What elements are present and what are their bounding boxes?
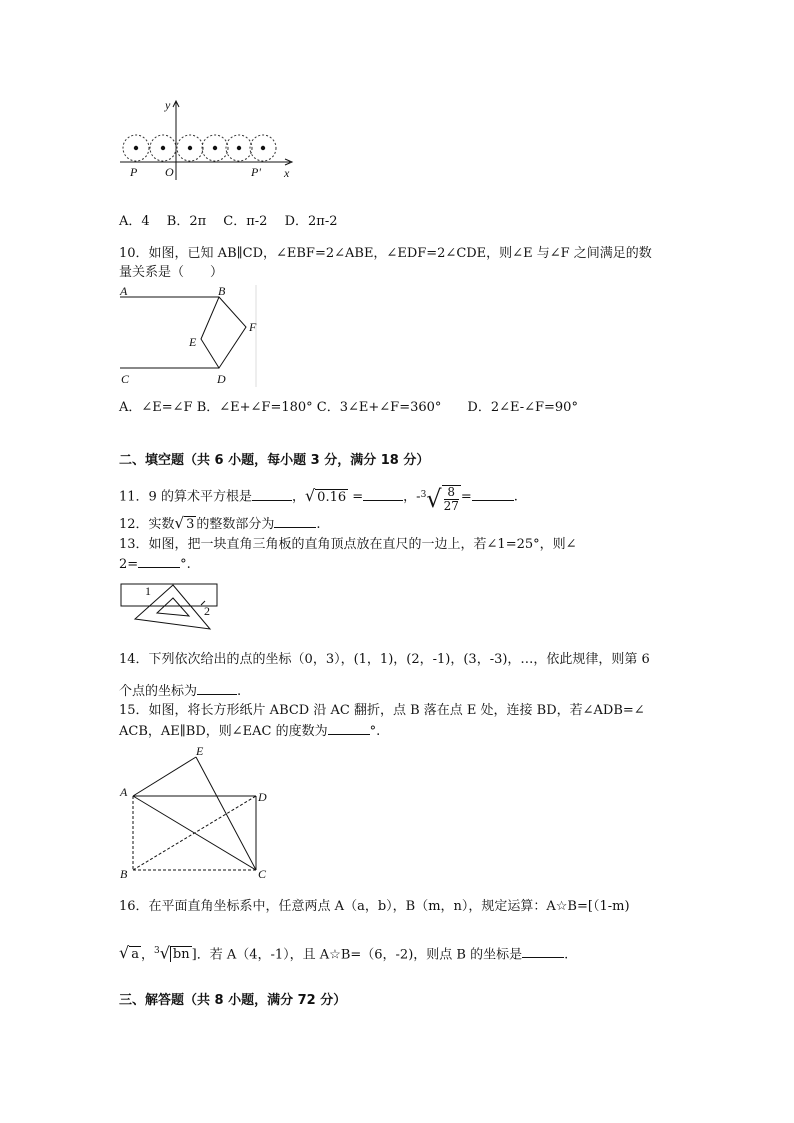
q15-line2: [119, 722, 380, 741]
q11: [119, 478, 518, 512]
q11-prefix: 11．9 的算术平方根是: [119, 489, 252, 505]
section2-title: 二、填空题（共 6 小题，每小题 3 分，满分 18 分）: [119, 453, 430, 468]
q15-line1: 15．如图，将长方形纸片 ABCD 沿 AC 翻折，点 B 落在点 E 处，连接 BD，若∠ADB=∠: [119, 703, 645, 718]
section3-title: 三、解答题（共 8 小题，满分 72 分）: [119, 993, 347, 1008]
label-p-prime: P': [251, 165, 261, 179]
q13-figure: [117, 581, 221, 631]
q11-blank3[interactable]: [472, 488, 514, 501]
q10-line2: 量关系是（ ）: [119, 265, 224, 280]
radicand-0.16: 0.16: [317, 489, 347, 505]
frac-numerator: 8: [447, 484, 456, 499]
label-1: 1: [145, 584, 151, 598]
q12-prefix: 12．实数: [119, 517, 175, 532]
q11-eq1: =: [348, 489, 364, 505]
q15-blank[interactable]: [328, 722, 370, 735]
q11-comma1: ，: [291, 489, 305, 505]
radicand-a: a: [131, 947, 139, 963]
label-y: y: [165, 98, 171, 112]
q10-figure: [116, 283, 266, 389]
label-d: D: [217, 372, 226, 386]
label-f: F: [249, 320, 257, 334]
label-a: A: [120, 785, 128, 799]
q13-blank[interactable]: [138, 555, 180, 568]
sqrt-0.16: √ 0.16: [304, 485, 347, 505]
q16-line2: [119, 940, 568, 966]
q11-blank1[interactable]: [252, 488, 292, 501]
q10-line1: 10．如图，已知 AB∥CD，∠EBF=2∠ABE，∠EDF=2∠CDE，则∠E 与∠F 之间满足的数: [119, 246, 652, 261]
label-d: D: [258, 790, 267, 804]
label-b: B: [218, 284, 226, 298]
label-x: x: [284, 166, 290, 180]
q16-period: .: [564, 947, 569, 963]
label-c: C: [121, 372, 130, 386]
q13-line2: [119, 555, 191, 574]
radicand-3: 3: [186, 517, 195, 532]
q14-line1: 14．下列依次给出的点的坐标（0，3），(1，1)，(2，-1)，(3，-3)，…，依此规律，则第 6: [119, 652, 650, 667]
q16-rest: ]．若 A（4，-1），且 A☆B=（6，-2)，则点 B 的坐标是: [191, 947, 523, 963]
q11-comma2: ，-: [403, 489, 421, 505]
q11-eq2: =: [460, 489, 472, 505]
q9-figure: [118, 98, 298, 182]
cbrt-fraction: $^3$√ $\frac{8}{27}$: [420, 484, 459, 513]
q13-line2-prefix: 2=: [119, 557, 139, 572]
q12: [119, 514, 321, 534]
label-e: E: [196, 744, 204, 758]
label-o: O: [165, 165, 174, 179]
q13-line1: 13．如图，把一块直角三角板的直角顶点放在直尺的一边上，若∠1=25°，则∠: [119, 537, 577, 552]
triangle-inner: [157, 598, 189, 616]
label-2: 2: [204, 604, 210, 618]
seg-ae: [133, 757, 196, 796]
q15-line2-prefix: ACB，AE∥BD，则∠EAC 的度数为: [119, 724, 328, 739]
q15-figure: [116, 744, 274, 884]
q13-line2-suffix: °.: [180, 557, 191, 572]
label-p: P: [130, 165, 138, 179]
cbrt-index: 3: [420, 490, 427, 500]
cbrt-bn: $^3$√ bn: [153, 943, 190, 963]
sqrt-a: √ a: [119, 943, 139, 963]
radicand-bn: bn: [170, 946, 192, 962]
q12-suffix: 的整数部分为: [196, 517, 275, 532]
cbrt-bn-index: 3: [153, 946, 160, 956]
label-e: E: [189, 335, 197, 349]
q16-blank[interactable]: [522, 945, 564, 958]
quad-bfde: [201, 297, 246, 368]
q15-line2-suffix: °.: [369, 724, 381, 739]
seg-ec: [196, 757, 256, 870]
q11-period: .: [513, 489, 518, 505]
label-b: B: [120, 867, 128, 881]
q16-sep: ，: [140, 947, 154, 963]
q12-period: .: [316, 517, 321, 532]
rolling-circles: [123, 135, 276, 161]
q14-blank[interactable]: [197, 682, 237, 695]
sqrt-3: √ 3: [174, 514, 195, 532]
frac-denominator: 27: [443, 498, 459, 513]
q16-line1: 16．在平面直角坐标系中，任意两点 A（a，b），B（m，n），规定运算：A☆B=[（1-m): [119, 899, 630, 914]
q12-blank[interactable]: [274, 515, 316, 528]
label-a: A: [120, 284, 128, 298]
q14-period: .: [237, 684, 242, 699]
q9-options: A．4 B．2π C．π-2 D．2π-2: [119, 214, 338, 229]
q11-blank2[interactable]: [363, 488, 403, 501]
circle-centers: [134, 146, 265, 150]
q10-options: A．∠E=∠F B．∠E+∠F=180° C．3∠E+∠F=360° D．2∠E-∠F=90°: [119, 400, 578, 415]
label-c: C: [258, 867, 267, 881]
q14-line2: [119, 682, 241, 701]
q14-line2-prefix: 个点的坐标为: [119, 684, 198, 699]
